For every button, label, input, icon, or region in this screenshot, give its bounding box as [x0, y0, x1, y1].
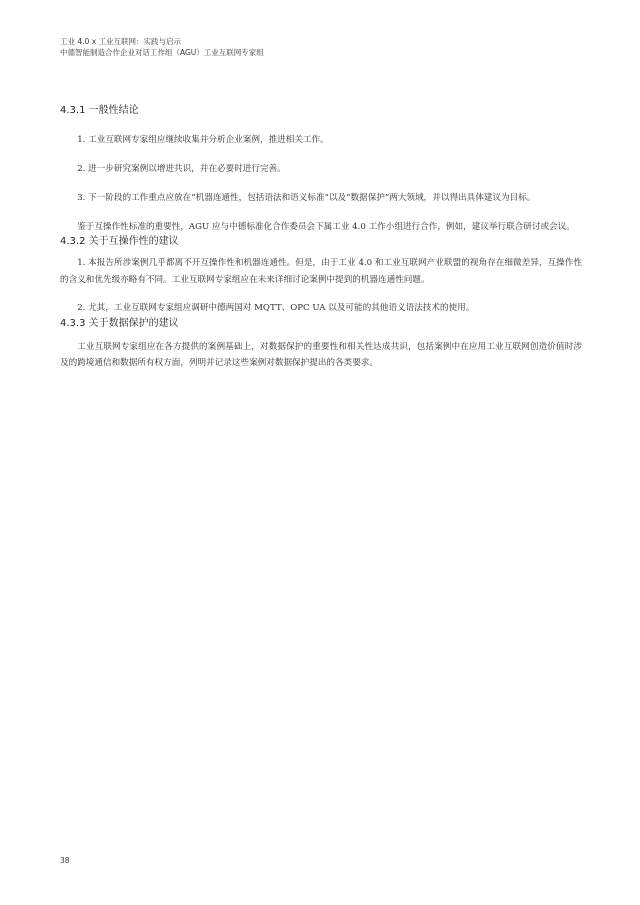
paragraph: 1. 本报告所涉案例几乎都离不开互操作性和机器连通性。但是，由于工业 4.0 和工业互联网产业联盟的视角存在细微差异，互操作性的含义和优先级亦略有不同。工业互联网专家组应在未来详细讨论案例中提到的机器连通性问题。 [60, 258, 582, 285]
header-subtitle: 中德智能制造合作企业对话工作组（AGU）工业互联网专家组 [60, 48, 264, 57]
paragraph: 2. 进一步研究案例以增进共识，并在必要时进行完善。 [77, 163, 286, 174]
document-body [60, 104, 582, 372]
paragraph: 工业互联网专家组应在各方提供的案例基础上，对数据保护的重要性和相关性达成共识，包括案例中在应用工业互联网创造价值时涉及的跨境通信和数据所有权方面，列明并记录这些案例对数据保护提出的各类要求。 [60, 341, 582, 368]
paragraph: 3. 下一阶段的工作重点应放在“机器连通性，包括语法和语义标准”以及“数据保护”两大领域，并以得出具体建议为目标。 [77, 193, 536, 203]
paragraph: 鉴于互操作性标准的重要性，AGU 应与中德标准化合作委员会下属工业 4.0 工作小组进行合作，例如，建议举行联合研讨或会议。 [77, 221, 575, 232]
paragraph: 1. 工业互联网专家组应继续收集并分析企业案例，推进相关工作。 [77, 135, 329, 145]
section-heading-general-conclusions: 4.3.1 一般性结论 [60, 105, 139, 116]
running-header [60, 36, 264, 58]
section-heading-data-protection: 4.3.3 关于数据保护的建议 [60, 317, 179, 329]
header-title: 工业 4.0 x 工业互联网：实践与启示 [60, 37, 182, 46]
page-number: 38 [60, 856, 70, 865]
paragraph: 2. 尤其，工业互联网专家组应调研中德两国对 MQTT、OPC UA 以及可能的其他语义语法技术的使用。 [77, 303, 475, 313]
section-heading-interoperability: 4.3.2 关于互操作性的建议 [60, 236, 179, 247]
